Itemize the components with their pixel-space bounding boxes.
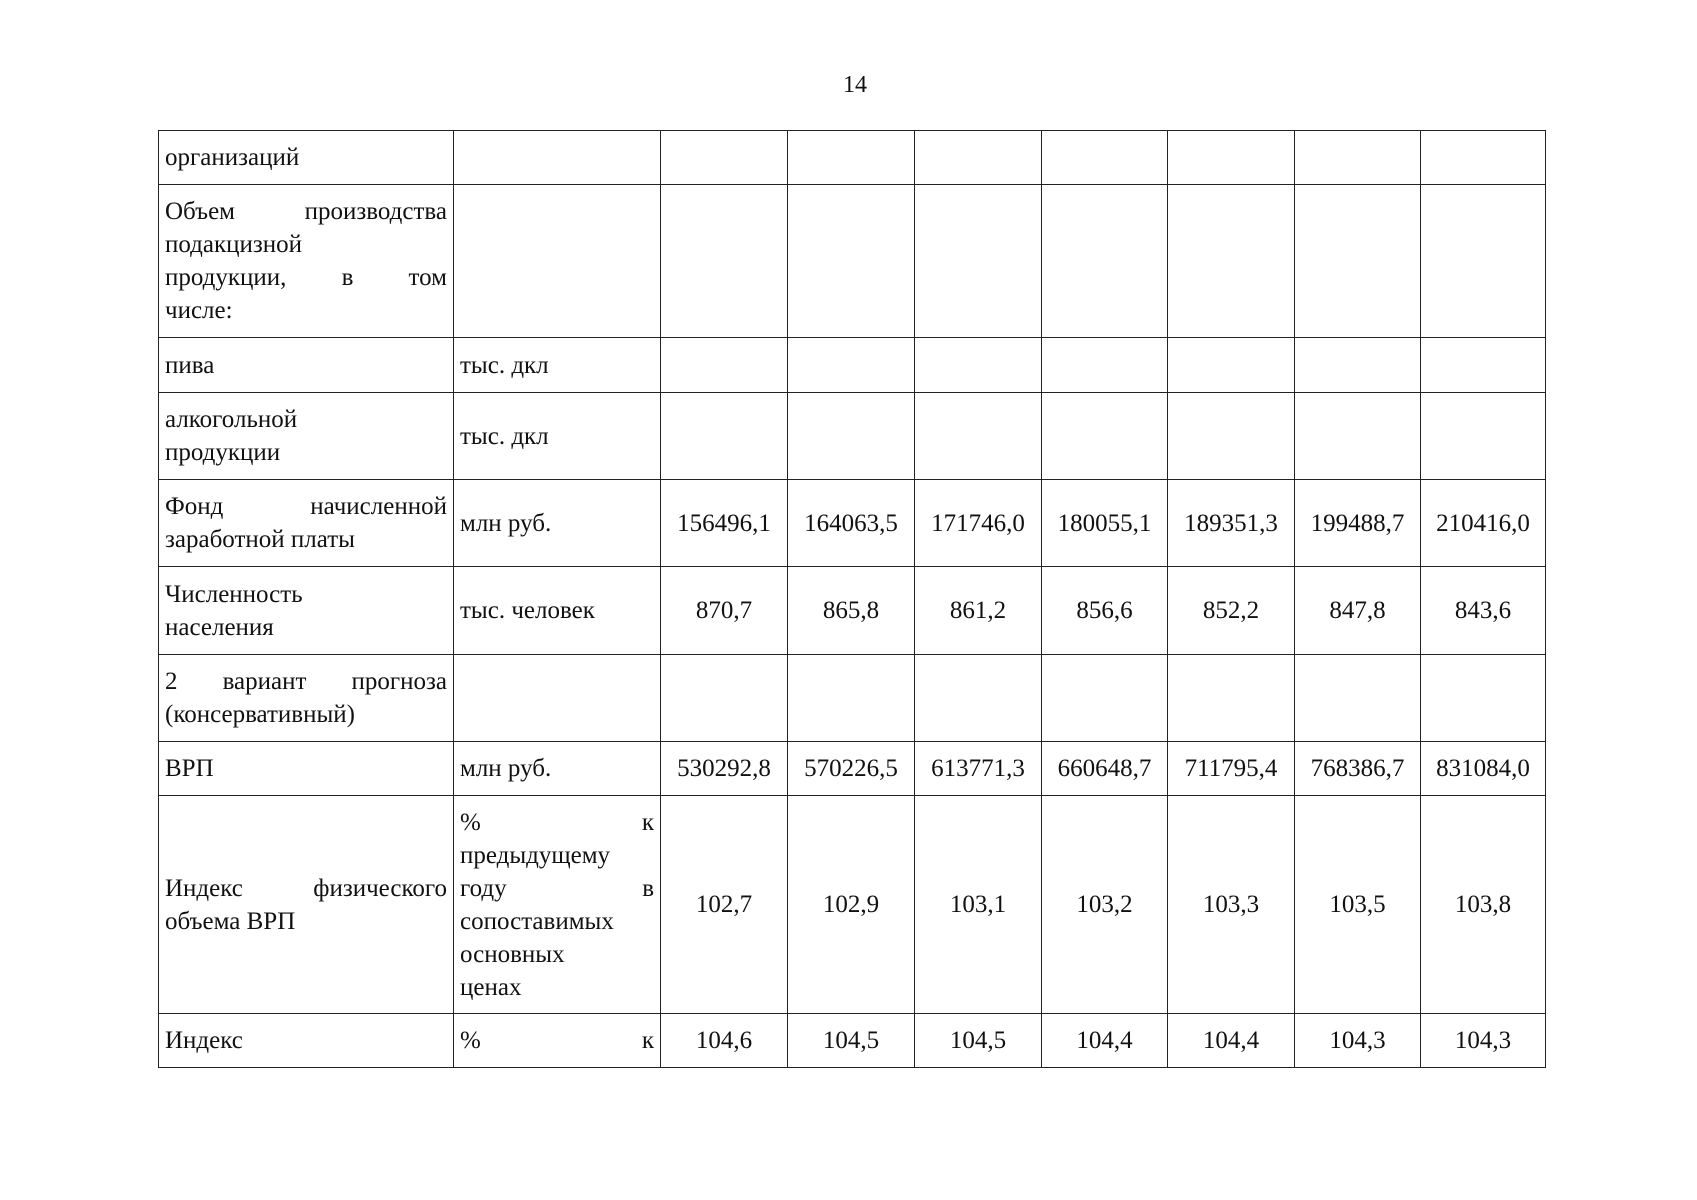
value-cell: 104,3 xyxy=(1295,1014,1421,1068)
indicator-name-line: заработной платы xyxy=(165,526,355,553)
value-cell: 104,5 xyxy=(915,1014,1042,1068)
value-cell: 164063,5 xyxy=(788,480,915,567)
unit-cell xyxy=(454,742,661,796)
value-cell: 103,2 xyxy=(1042,796,1168,1014)
table-row xyxy=(159,338,1546,393)
indicator-name-cell xyxy=(159,655,454,742)
unit-line: % к xyxy=(460,808,654,836)
indicator-name-cell xyxy=(159,393,454,480)
table-row xyxy=(159,567,1546,655)
value-cell: 852,2 xyxy=(1168,567,1295,655)
unit-cell xyxy=(454,338,661,393)
value-cell xyxy=(1042,655,1168,742)
unit-line: тыс. дкл xyxy=(460,351,549,379)
indicator-name-line: подакцизной xyxy=(165,231,303,258)
unit-line: предыдущему xyxy=(460,841,611,869)
value-cell xyxy=(788,131,915,185)
table-row xyxy=(159,393,1546,480)
page-number: 14 xyxy=(843,72,867,98)
value-cell: 711795,4 xyxy=(1168,742,1295,796)
value-cell xyxy=(1295,185,1421,338)
value-cell xyxy=(661,338,788,393)
indicator-name-cell xyxy=(159,1014,454,1068)
indicator-name-line: населения xyxy=(165,613,274,641)
indicator-name-line: Объем производства xyxy=(165,198,447,225)
indicator-name-line: продукции, в том xyxy=(165,264,447,291)
indicator-name-cell xyxy=(159,131,454,185)
value-cell xyxy=(661,655,788,742)
value-cell xyxy=(915,338,1042,393)
unit-line: млн руб. xyxy=(460,755,552,782)
value-cell: 102,9 xyxy=(788,796,915,1014)
unit-cell xyxy=(454,655,661,742)
unit-line: ценах xyxy=(460,973,522,1001)
table-row xyxy=(159,185,1546,338)
indicator-name-line: пива xyxy=(165,351,215,379)
value-cell xyxy=(1042,393,1168,480)
value-cell: 104,4 xyxy=(1042,1014,1168,1068)
value-cell xyxy=(1168,131,1295,185)
value-cell: 768386,7 xyxy=(1295,742,1421,796)
unit-cell xyxy=(454,393,661,480)
forecast-table xyxy=(158,130,1546,1068)
unit-line: % к xyxy=(460,1027,654,1054)
value-cell xyxy=(1421,338,1546,393)
value-cell xyxy=(915,393,1042,480)
value-cell: 530292,8 xyxy=(661,742,788,796)
value-cell xyxy=(1421,393,1546,480)
value-cell xyxy=(661,185,788,338)
value-cell xyxy=(661,393,788,480)
value-cell xyxy=(1042,338,1168,393)
indicator-name-cell xyxy=(159,742,454,796)
unit-cell xyxy=(454,567,661,655)
indicator-name-cell xyxy=(159,185,454,338)
value-cell: 847,8 xyxy=(1295,567,1421,655)
value-cell: 103,3 xyxy=(1168,796,1295,1014)
indicator-name-line: продукции xyxy=(165,439,281,466)
indicator-name-line: объема ВРП xyxy=(165,907,296,935)
indicator-name-line: ВРП xyxy=(165,755,214,782)
value-cell: 103,1 xyxy=(915,796,1042,1014)
unit-line: сопоставимых xyxy=(460,907,614,935)
value-cell: 861,2 xyxy=(915,567,1042,655)
table-row xyxy=(159,742,1546,796)
value-cell: 865,8 xyxy=(788,567,915,655)
value-cell: 104,4 xyxy=(1168,1014,1295,1068)
unit-line: тыс. человек xyxy=(460,597,595,624)
value-cell xyxy=(1042,131,1168,185)
value-cell xyxy=(788,185,915,338)
indicator-name-line: (консервативный) xyxy=(165,701,355,728)
value-cell: 199488,7 xyxy=(1295,480,1421,567)
indicator-name-line: организаций xyxy=(165,144,300,171)
table-row xyxy=(159,131,1546,185)
value-cell: 210416,0 xyxy=(1421,480,1546,567)
value-cell xyxy=(788,655,915,742)
unit-line: млн руб. xyxy=(460,509,552,537)
table-row xyxy=(159,1014,1546,1068)
value-cell: 104,6 xyxy=(661,1014,788,1068)
value-cell xyxy=(1421,131,1546,185)
value-cell xyxy=(1295,393,1421,480)
value-cell: 843,6 xyxy=(1421,567,1546,655)
value-cell xyxy=(1168,185,1295,338)
unit-line: тыс. дкл xyxy=(460,422,549,450)
indicator-name-line: Индекс физического xyxy=(165,874,447,902)
value-cell xyxy=(788,393,915,480)
indicator-name-line: алкогольной xyxy=(165,406,298,433)
indicator-name-line: Численность xyxy=(165,580,303,608)
table-row xyxy=(159,796,1546,1014)
indicator-name-line: числе: xyxy=(165,297,233,324)
unit-cell xyxy=(454,131,661,185)
value-cell xyxy=(915,655,1042,742)
value-cell: 104,3 xyxy=(1421,1014,1546,1068)
value-cell: 103,5 xyxy=(1295,796,1421,1014)
indicator-name-line: Индекс xyxy=(165,1027,243,1054)
indicator-name-cell xyxy=(159,567,454,655)
unit-cell xyxy=(454,480,661,567)
value-cell xyxy=(788,338,915,393)
indicator-name-cell xyxy=(159,480,454,567)
unit-cell xyxy=(454,1014,661,1068)
indicator-name-cell xyxy=(159,338,454,393)
value-cell xyxy=(915,185,1042,338)
value-cell: 870,7 xyxy=(661,567,788,655)
value-cell: 171746,0 xyxy=(915,480,1042,567)
value-cell xyxy=(1295,338,1421,393)
value-cell: 104,5 xyxy=(788,1014,915,1068)
value-cell: 180055,1 xyxy=(1042,480,1168,567)
value-cell: 831084,0 xyxy=(1421,742,1546,796)
value-cell xyxy=(1421,655,1546,742)
unit-cell xyxy=(454,185,661,338)
value-cell: 856,6 xyxy=(1042,567,1168,655)
indicator-name-line: 2 вариант прогноза xyxy=(165,668,447,695)
value-cell xyxy=(1168,338,1295,393)
unit-line: году в xyxy=(460,874,654,902)
value-cell xyxy=(661,131,788,185)
value-cell: 613771,3 xyxy=(915,742,1042,796)
value-cell xyxy=(1168,655,1295,742)
indicator-name-line: Фонд начисленной xyxy=(165,493,447,520)
value-cell xyxy=(915,131,1042,185)
indicator-name-cell xyxy=(159,796,454,1014)
table-row xyxy=(159,480,1546,567)
value-cell: 660648,7 xyxy=(1042,742,1168,796)
value-cell: 189351,3 xyxy=(1168,480,1295,567)
value-cell xyxy=(1295,131,1421,185)
value-cell: 103,8 xyxy=(1421,796,1546,1014)
value-cell xyxy=(1421,185,1546,338)
value-cell xyxy=(1168,393,1295,480)
unit-line: основных xyxy=(460,940,565,968)
table-row xyxy=(159,655,1546,742)
value-cell xyxy=(1295,655,1421,742)
value-cell: 570226,5 xyxy=(788,742,915,796)
value-cell xyxy=(1042,185,1168,338)
value-cell: 156496,1 xyxy=(661,480,788,567)
unit-cell xyxy=(454,796,661,1014)
value-cell: 102,7 xyxy=(661,796,788,1014)
